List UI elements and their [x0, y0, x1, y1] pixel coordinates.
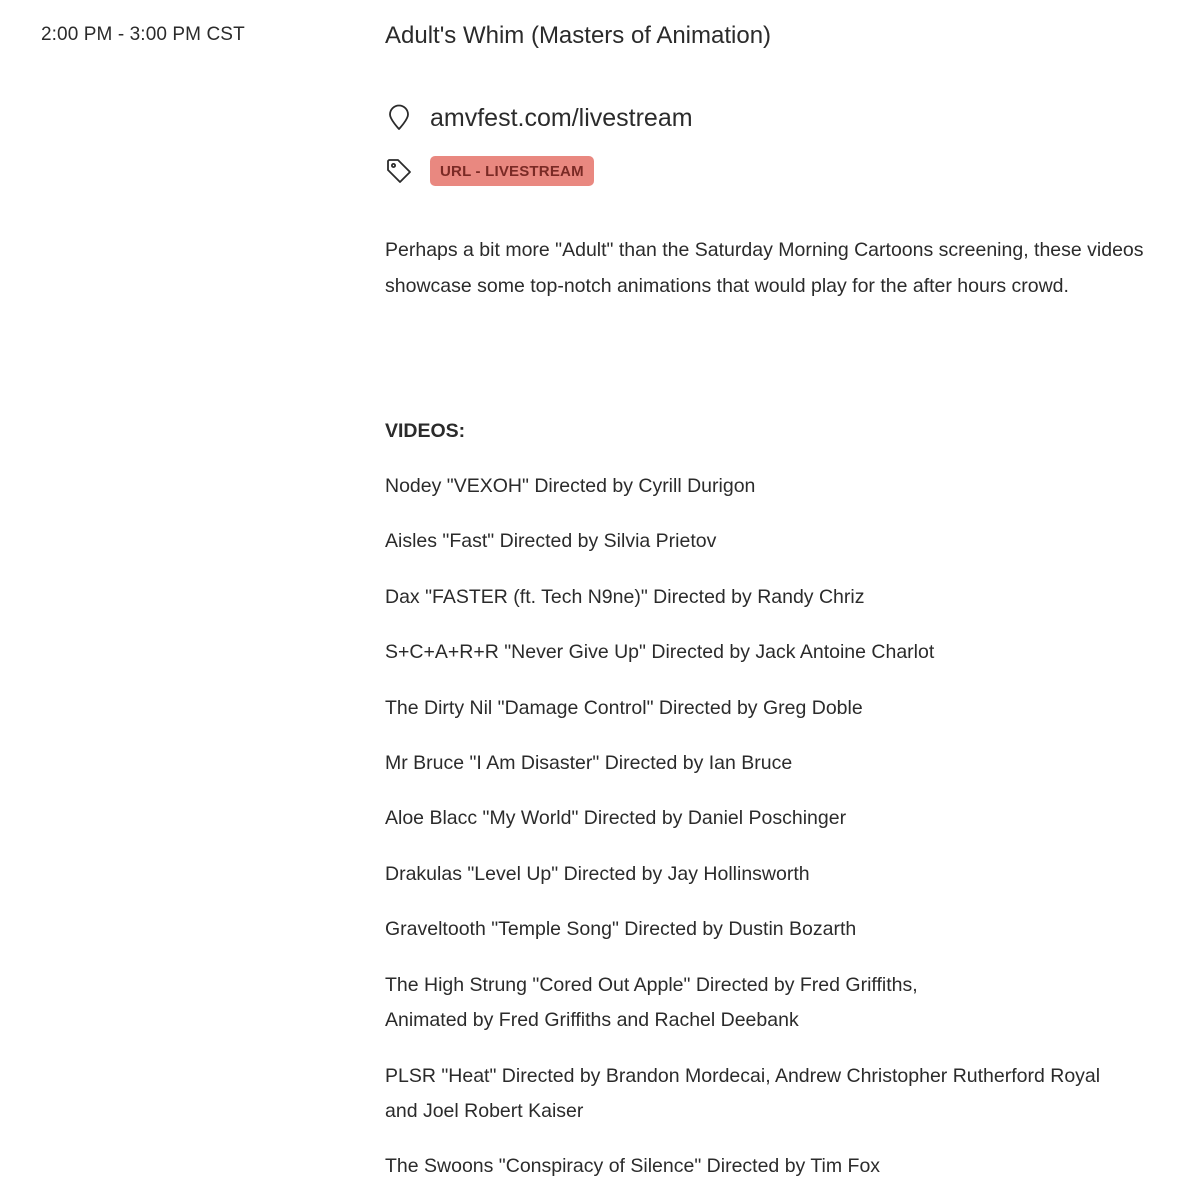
video-list-item-line: Graveltooth "Temple Song" Directed by Dustin Bozarth	[385, 918, 857, 941]
video-list-item-line: Dax "FASTER (ft. Tech N9ne)" Directed by Randy Chriz	[385, 585, 865, 608]
video-list-item-line: and Joel Robert Kaiser	[385, 1100, 584, 1122]
video-list-item	[385, 968, 1165, 1039]
video-list-item	[385, 746, 1165, 782]
tag-icon	[385, 157, 413, 185]
video-list-item	[385, 857, 1165, 893]
video-list-item	[385, 1149, 1165, 1185]
video-list-item-line: Aisles "Fast" Directed by Silvia Prietov	[385, 530, 717, 553]
event-tag-row	[385, 154, 594, 188]
video-list-item-line: Drakulas "Level Up" Directed by Jay Hollinsworth	[385, 862, 810, 885]
videos-heading: VIDEOS:	[385, 420, 466, 442]
video-list-item	[385, 635, 1165, 671]
video-list-item-line: Animated by Fred Griffiths and Rachel Deebank	[385, 1009, 799, 1032]
video-list-item	[385, 1059, 1165, 1130]
video-list-item	[385, 580, 1165, 616]
event-time: 2:00 PM - 3:00 PM CST	[41, 24, 245, 45]
video-list-item-line: PLSR "Heat" Directed by Brandon Mordecai, Andrew Christopher Rutherford Royal	[385, 1064, 1101, 1087]
event-title: Adult's Whim (Masters of Animation)	[385, 22, 772, 49]
event-description: Perhaps a bit more "Adult" than the Saturday Morning Cartoons screening, these videos showcase some top-notch animations that would play for the after hours crowd.	[385, 239, 1144, 297]
video-list-item-line: Mr Bruce "I Am Disaster" Directed by Ian Bruce	[385, 752, 793, 774]
event-location-row	[385, 100, 693, 136]
video-list-item-line: S+C+A+R+R "Never Give Up" Directed by Jack Antoine Charlot	[385, 641, 935, 664]
map-pin-icon	[385, 104, 413, 132]
video-list-item-line: The High Strung "Cored Out Apple" Directed by Fred Griffiths,	[385, 973, 918, 996]
video-list-item-line: Aloe Blacc "My World" Directed by Daniel Poschinger	[385, 807, 847, 830]
video-list-item	[385, 912, 1165, 948]
event-location-link[interactable]: amvfest.com/livestream	[430, 103, 693, 132]
livestream-tag-badge[interactable]: URL - LIVESTREAM	[430, 156, 594, 186]
video-list-item-line: Nodey "VEXOH" Directed by Cyrill Durigon	[385, 475, 756, 497]
video-list-item-line: The Dirty Nil "Damage Control" Directed by Greg Doble	[385, 696, 863, 719]
video-list-item	[385, 469, 1165, 505]
video-list-item-line: The Swoons "Conspiracy of Silence" Directed by Tim Fox	[385, 1155, 881, 1178]
video-list-item	[385, 524, 1165, 560]
video-list-item	[385, 801, 1165, 837]
video-list-item	[385, 691, 1165, 727]
